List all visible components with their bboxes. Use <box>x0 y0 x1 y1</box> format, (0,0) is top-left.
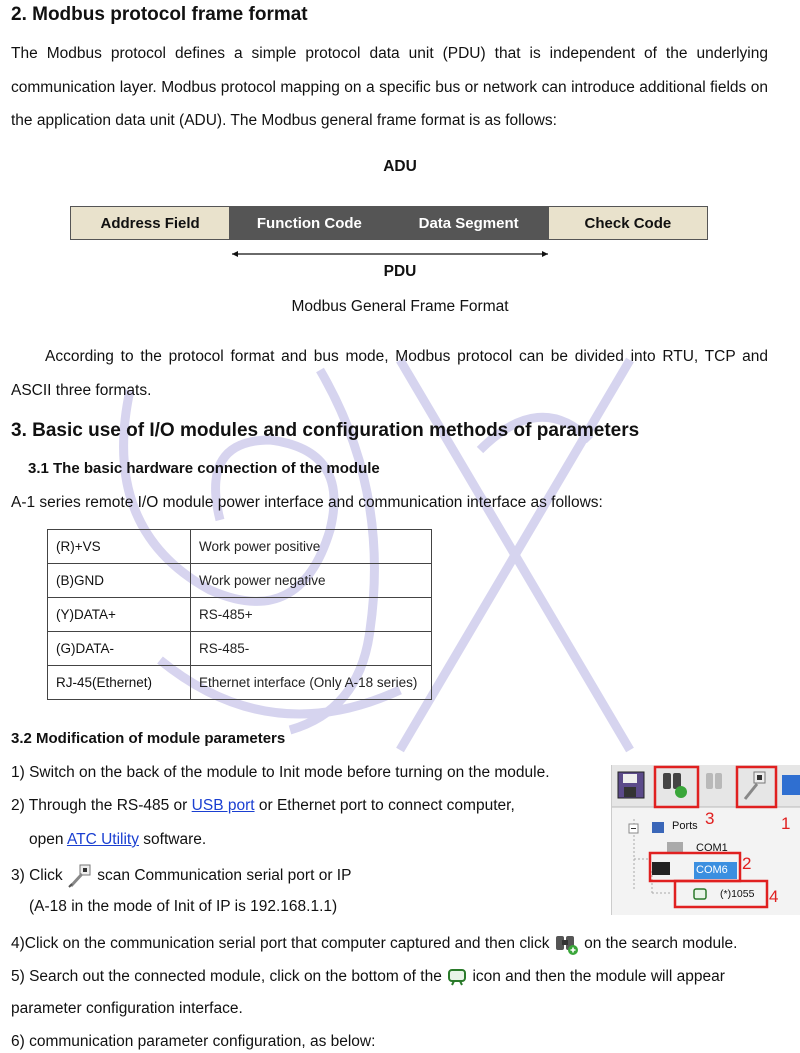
step-5 <box>11 966 725 988</box>
table-row <box>48 598 432 632</box>
adu-label: ADU <box>383 158 417 175</box>
frame-cell-data: Data Segment <box>390 207 549 239</box>
pin-name: (B)GND <box>48 564 191 598</box>
scan-port-icon <box>67 864 93 888</box>
tree-com6[interactable]: COM6 <box>696 864 728 876</box>
pin-description: RS-485+ <box>191 598 432 632</box>
step-3-text-a: 3) Click <box>11 867 67 885</box>
tree-com1[interactable]: COM1 <box>696 842 728 854</box>
frame-cell-function: Function Code <box>230 207 389 239</box>
step-4 <box>11 932 737 956</box>
section-2-heading: 2. Modbus protocol frame format <box>11 4 308 25</box>
section-3-2-heading: 3.2 Modification of module parameters <box>11 730 286 747</box>
marker-2: 2 <box>742 854 752 873</box>
frame-cell-address: Address Field <box>71 207 230 239</box>
module-icon <box>446 966 468 988</box>
pdu-label: PDU <box>383 263 417 280</box>
step-3-note: (A-18 in the mode of Init of IP is 192.168.1.1) <box>29 898 338 915</box>
search-module-icon <box>554 932 580 956</box>
tree-module[interactable]: (*)1055 <box>720 888 755 900</box>
save-icon <box>618 772 644 798</box>
atc-utility-link[interactable]: ATC Utility <box>66 831 139 848</box>
step-4-text-a: 4)Click on the communication serial port that computer captured and then click <box>11 935 554 953</box>
section-2-paragraph: The Modbus protocol defines a simple protocol data unit (PDU) that is independent of the underlying communication layer. Modbus protocol mapping on a specific bus or network can introduce additional fields on the application data unit (ADU). The Modbus general frame format is as follows: <box>11 45 768 129</box>
pin-description: Ethernet interface (Only A-18 series) <box>191 666 432 700</box>
step-2-text-c: open <box>29 831 67 848</box>
marker-4: 4 <box>769 887 779 906</box>
step-2-continued <box>29 831 206 849</box>
table-row <box>48 632 432 666</box>
step-2 <box>11 797 515 815</box>
usb-port-link[interactable]: USB port <box>191 797 255 814</box>
pin-description: Work power negative <box>191 564 432 598</box>
pin-description: RS-485- <box>191 632 432 666</box>
pin-table <box>47 529 432 700</box>
frame-caption: Modbus General Frame Format <box>291 298 509 315</box>
step-5-text-a: 5) Search out the connected module, click on the bottom of the <box>11 968 447 986</box>
pin-name: (G)DATA- <box>48 632 191 666</box>
section-3-heading: 3. Basic use of I/O modules and configuration methods of parameters <box>11 420 640 441</box>
step-2-text-a: 2) Through the RS-485 or <box>11 797 192 814</box>
step-6: 6) communication parameter configuration, as below: <box>11 1033 376 1050</box>
tree-ports[interactable]: Ports <box>672 820 698 832</box>
step-5-text-b: icon and then the module will appear <box>472 968 725 986</box>
section-3-intro: A-1 series remote I/O module power interface and communication interface as follows: <box>11 494 603 511</box>
pin-name: RJ-45(Ethernet) <box>48 666 191 700</box>
marker-1: 1 <box>781 814 791 833</box>
pin-name: (Y)DATA+ <box>48 598 191 632</box>
step-2-text-b: or Ethernet port to connect computer, <box>254 797 515 814</box>
table-row <box>48 666 432 700</box>
pdu-arrow <box>228 248 552 260</box>
marker-3: 3 <box>705 809 715 828</box>
frame-format-diagram <box>70 206 708 240</box>
step-5-continued: parameter configuration interface. <box>11 1000 243 1017</box>
section-3-1-heading: 3.1 The basic hardware connection of the module <box>28 460 380 477</box>
step-4-text-b: on the search module. <box>584 935 738 953</box>
step-2-text-d: software. <box>138 831 207 848</box>
step-3 <box>11 864 351 888</box>
table-row <box>48 530 432 564</box>
step-3-text-b: scan Communication serial port or IP <box>97 867 352 885</box>
software-screenshot <box>611 765 800 915</box>
pin-description: Work power positive <box>191 530 432 564</box>
pin-name: (R)+VS <box>48 530 191 564</box>
section-2-paragraph-2: According to the protocol format and bus mode, Modbus protocol can be divided into RTU, TCP and ASCII three formats. <box>11 348 768 399</box>
table-row <box>48 564 432 598</box>
step-1: 1) Switch on the back of the module to Init mode before turning on the module. <box>11 764 550 781</box>
frame-cell-check: Check Code <box>549 207 707 239</box>
